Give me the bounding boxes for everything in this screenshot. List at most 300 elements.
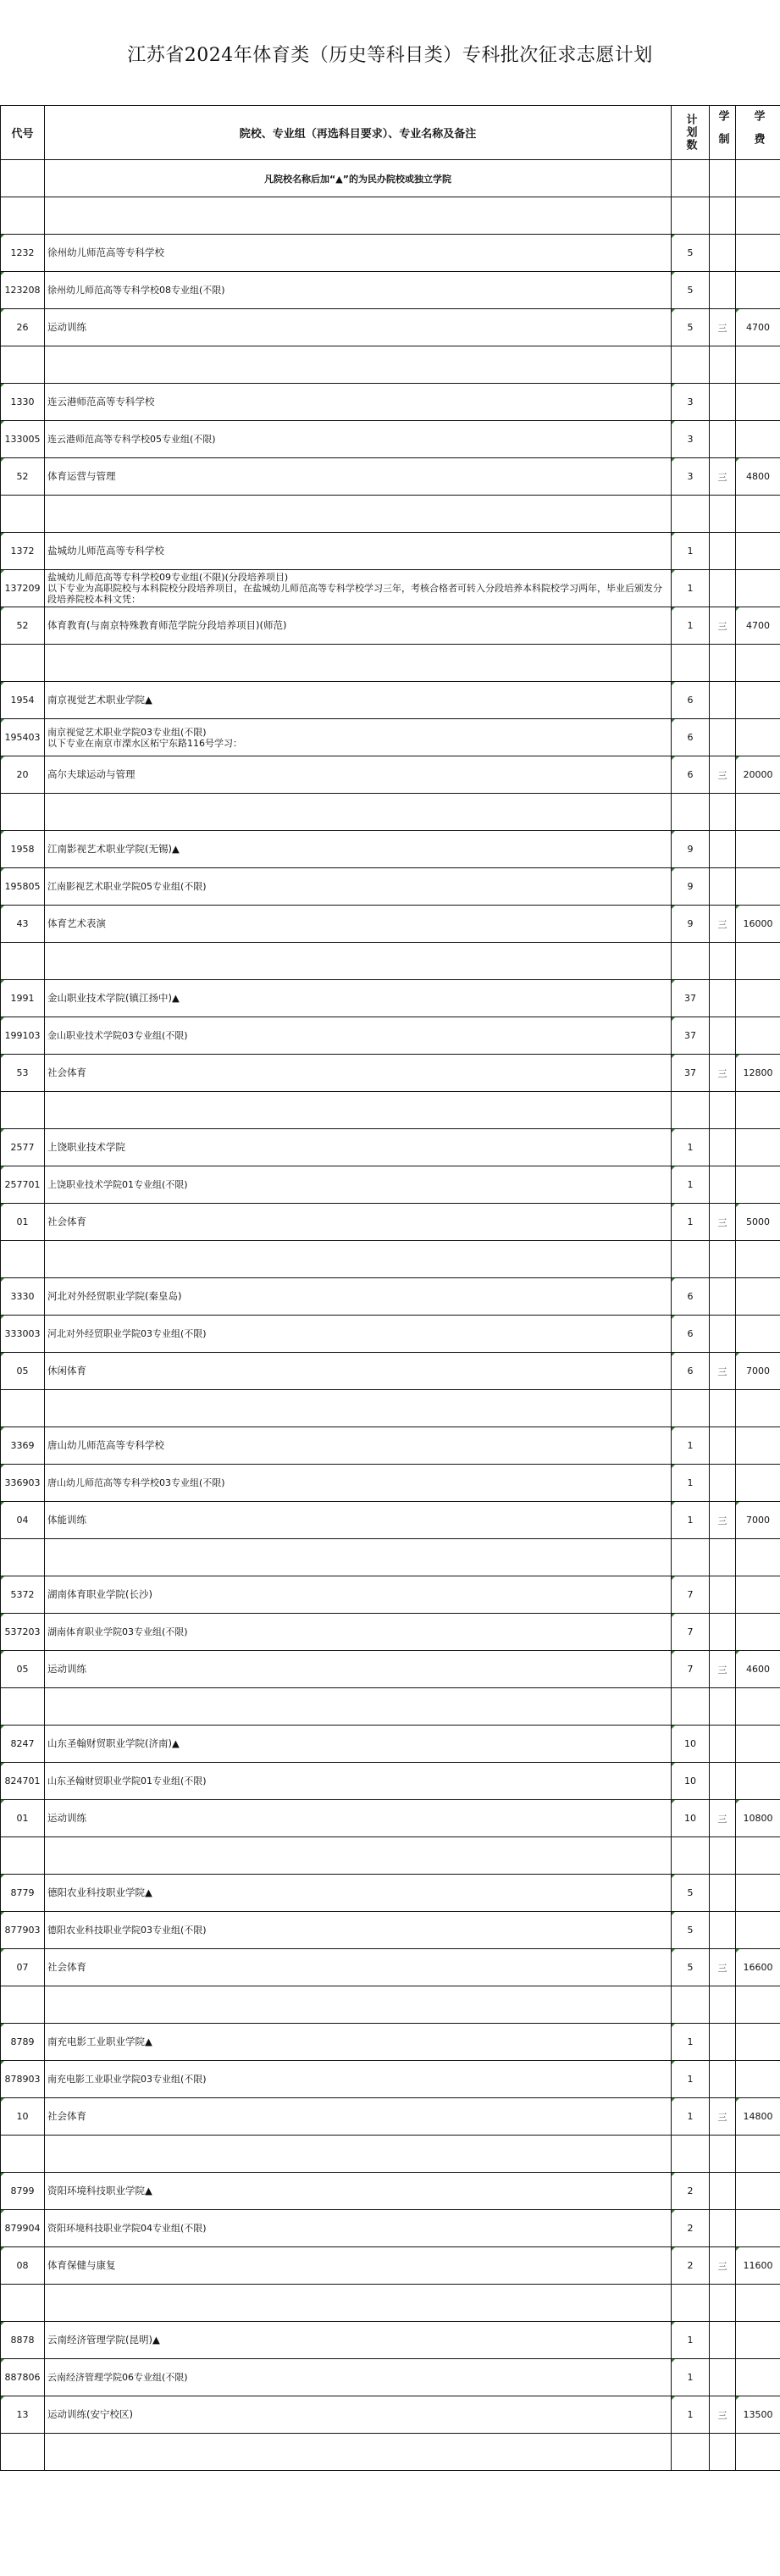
group-name-cell [45, 1316, 672, 1353]
major-fee: 7000 [736, 1502, 780, 1539]
group-row [1, 2359, 780, 2396]
school-name: 江南影视艺术职业学院(无锡)▲ [45, 831, 672, 868]
school-code: 8779 [1, 1875, 45, 1912]
school-name: 资阳环境科技职业学院▲ [45, 2173, 672, 2210]
major-fee: 10800 [736, 1800, 780, 1837]
group-row [1, 1017, 780, 1055]
group-length [710, 868, 736, 906]
major-row [1, 309, 780, 346]
major-name: 社会体育 [45, 1055, 672, 1092]
group-name: 湖南体育职业学院03专业组(不限) [47, 1626, 188, 1637]
major-row [1, 1353, 780, 1390]
group-name: 连云港师范高等专科学校05专业组(不限) [47, 434, 216, 445]
major-name: 社会体育 [45, 1204, 672, 1241]
school-name: 徐州幼儿师范高等专科学校 [45, 235, 672, 272]
group-plan: 1 [672, 2359, 710, 2396]
group-name: 南京视觉艺术职业学院03专业组(不限) [47, 726, 207, 738]
group-name-cell [45, 2359, 672, 2396]
group-fee [736, 2061, 780, 2098]
major-plan: 6 [672, 1353, 710, 1390]
group-code: 137209 [1, 570, 45, 607]
major-fee: 20000 [736, 756, 780, 794]
school-code: 3330 [1, 1278, 45, 1316]
school-code: 1958 [1, 831, 45, 868]
major-plan: 1 [672, 607, 710, 645]
group-name-cell [45, 1017, 672, 1055]
group-name: 南充电影工业职业学院03专业组(不限) [47, 2074, 207, 2085]
major-plan: 3 [672, 458, 710, 496]
major-length: 三 [710, 1204, 736, 1241]
school-row [1, 384, 780, 421]
school-fee [736, 831, 780, 868]
spacer-row [1, 794, 780, 831]
group-code: 877903 [1, 1912, 45, 1949]
school-length [710, 1726, 736, 1763]
group-code: 123208 [1, 272, 45, 309]
school-code: 2577 [1, 1129, 45, 1166]
major-length: 三 [710, 1353, 736, 1390]
spacer-row [1, 2285, 780, 2322]
major-name: 体育艺术表演 [45, 906, 672, 943]
school-length [710, 980, 736, 1017]
group-name-cell [45, 272, 672, 309]
major-fee: 5000 [736, 1204, 780, 1241]
group-name: 河北对外经贸职业学院03专业组(不限) [47, 1328, 207, 1339]
school-length [710, 384, 736, 421]
school-plan: 5 [672, 1875, 710, 1912]
major-code: 10 [1, 2098, 45, 2136]
group-fee [736, 1316, 780, 1353]
school-code: 8789 [1, 2024, 45, 2061]
group-name: 徐州幼儿师范高等专科学校08专业组(不限) [47, 285, 225, 296]
group-row [1, 1316, 780, 1353]
spacer-row [1, 943, 780, 980]
group-fee [736, 570, 780, 607]
group-plan: 1 [672, 2061, 710, 2098]
major-fee: 4600 [736, 1651, 780, 1688]
group-fee [736, 1614, 780, 1651]
group-length [710, 719, 736, 756]
group-name-cell [45, 719, 672, 756]
spacer-row [1, 197, 780, 235]
major-name: 运动训练(安宁校区) [45, 2396, 672, 2434]
group-plan: 6 [672, 1316, 710, 1353]
major-row [1, 1949, 780, 1986]
school-length [710, 235, 736, 272]
spacer-row [1, 1986, 780, 2024]
school-plan: 7 [672, 1576, 710, 1614]
major-fee: 11600 [736, 2247, 780, 2285]
group-row [1, 421, 780, 458]
major-name: 体育运营与管理 [45, 458, 672, 496]
major-length: 三 [710, 607, 736, 645]
spacer-row [1, 1539, 780, 1576]
group-code: 537203 [1, 1614, 45, 1651]
school-length [710, 2322, 736, 2359]
school-plan: 10 [672, 1726, 710, 1763]
group-name-cell [45, 2061, 672, 2098]
school-name: 连云港师范高等专科学校 [45, 384, 672, 421]
major-code: 08 [1, 2247, 45, 2285]
group-fee [736, 1763, 780, 1800]
school-length [710, 831, 736, 868]
major-row [1, 1204, 780, 1241]
group-code: 195805 [1, 868, 45, 906]
header-name: 院校、专业组（再选科目要求）、专业名称及备注 [45, 106, 672, 160]
major-row [1, 1502, 780, 1539]
school-length [710, 1875, 736, 1912]
group-row [1, 1465, 780, 1502]
major-fee: 16000 [736, 906, 780, 943]
group-note: 以下专业在南京市溧水区柘宁东路116号学习： [47, 737, 242, 749]
group-length [710, 2210, 736, 2247]
spacer-row [1, 346, 780, 384]
group-fee [736, 719, 780, 756]
school-row [1, 1576, 780, 1614]
group-length [710, 2061, 736, 2098]
group-fee [736, 1017, 780, 1055]
major-row [1, 906, 780, 943]
group-plan: 10 [672, 1763, 710, 1800]
school-plan: 1 [672, 533, 710, 570]
major-code: 43 [1, 906, 45, 943]
major-length: 三 [710, 2247, 736, 2285]
major-plan: 1 [672, 2396, 710, 2434]
major-fee: 14800 [736, 2098, 780, 2136]
spacer-row [1, 2136, 780, 2173]
major-fee: 13500 [736, 2396, 780, 2434]
group-plan: 6 [672, 719, 710, 756]
major-fee: 12800 [736, 1055, 780, 1092]
group-code: 879904 [1, 2210, 45, 2247]
school-row [1, 682, 780, 719]
major-length: 三 [710, 2098, 736, 2136]
group-length [710, 1763, 736, 1800]
major-row [1, 1055, 780, 1092]
group-name: 山东圣翰财贸职业学院01专业组(不限) [47, 1776, 207, 1787]
group-fee [736, 1465, 780, 1502]
spacer-row [1, 2434, 780, 2471]
school-plan: 6 [672, 682, 710, 719]
school-code: 3369 [1, 1427, 45, 1465]
group-plan: 3 [672, 421, 710, 458]
major-plan: 7 [672, 1651, 710, 1688]
school-length [710, 533, 736, 570]
group-plan: 37 [672, 1017, 710, 1055]
notice-code-cell [1, 160, 45, 197]
group-code: 199103 [1, 1017, 45, 1055]
school-length [710, 1129, 736, 1166]
major-plan: 2 [672, 2247, 710, 2285]
group-code: 336903 [1, 1465, 45, 1502]
spacer-row [1, 645, 780, 682]
school-code: 1372 [1, 533, 45, 570]
school-code: 8799 [1, 2173, 45, 2210]
notice-row [1, 160, 780, 197]
group-name-cell [45, 570, 672, 607]
spacer-row [1, 1241, 780, 1278]
major-length: 三 [710, 458, 736, 496]
school-plan: 5 [672, 235, 710, 272]
major-row [1, 458, 780, 496]
school-row [1, 980, 780, 1017]
group-name-cell [45, 1912, 672, 1949]
school-fee [736, 682, 780, 719]
group-name-cell [45, 1763, 672, 1800]
school-name: 湖南体育职业学院(长沙) [45, 1576, 672, 1614]
header-code: 代号 [1, 106, 45, 160]
major-fee: 16600 [736, 1949, 780, 1986]
school-fee [736, 2173, 780, 2210]
major-fee: 7000 [736, 1353, 780, 1390]
spacer-row [1, 496, 780, 533]
school-name: 山东圣翰财贸职业学院(济南)▲ [45, 1726, 672, 1763]
group-name: 云南经济管理学院06专业组(不限) [47, 2372, 188, 2383]
major-fee: 4800 [736, 458, 780, 496]
school-fee [736, 384, 780, 421]
school-code: 5372 [1, 1576, 45, 1614]
group-fee [736, 272, 780, 309]
major-plan: 37 [672, 1055, 710, 1092]
group-length [710, 272, 736, 309]
major-code: 05 [1, 1353, 45, 1390]
school-code: 8247 [1, 1726, 45, 1763]
group-fee [736, 1912, 780, 1949]
school-name: 南京视觉艺术职业学院▲ [45, 682, 672, 719]
group-length [710, 2359, 736, 2396]
major-name: 运动训练 [45, 1800, 672, 1837]
major-name: 运动训练 [45, 1651, 672, 1688]
group-fee [736, 1166, 780, 1204]
spacer-row [1, 1688, 780, 1726]
group-fee [736, 421, 780, 458]
school-row [1, 1875, 780, 1912]
spacer-row [1, 1837, 780, 1875]
school-name: 云南经济管理学院(昆明)▲ [45, 2322, 672, 2359]
major-code: 04 [1, 1502, 45, 1539]
group-name-cell [45, 1465, 672, 1502]
school-code: 1954 [1, 682, 45, 719]
group-length [710, 1017, 736, 1055]
group-name: 金山职业技术学院03专业组(不限) [47, 1030, 188, 1041]
major-name: 运动训练 [45, 309, 672, 346]
major-row [1, 2098, 780, 2136]
header-plan: 计划数 [672, 106, 710, 160]
school-name: 上饶职业技术学院 [45, 1129, 672, 1166]
group-plan: 1 [672, 1166, 710, 1204]
header-length: 学制 [710, 106, 736, 160]
major-row [1, 2396, 780, 2434]
major-length: 三 [710, 1651, 736, 1688]
major-name: 体育保健与康复 [45, 2247, 672, 2285]
group-name: 盐城幼儿师范高等专科学校09专业组(不限)(分段培养项目) [47, 572, 289, 583]
group-fee [736, 868, 780, 906]
group-row [1, 1912, 780, 1949]
group-plan: 5 [672, 272, 710, 309]
major-plan: 5 [672, 309, 710, 346]
group-plan: 1 [672, 570, 710, 607]
group-fee [736, 2210, 780, 2247]
school-name: 唐山幼儿师范高等专科学校 [45, 1427, 672, 1465]
school-code: 1232 [1, 235, 45, 272]
school-length [710, 2024, 736, 2061]
school-name: 德阳农业科技职业学院▲ [45, 1875, 672, 1912]
group-code: 195403 [1, 719, 45, 756]
spacer-row [1, 1092, 780, 1129]
school-fee [736, 2024, 780, 2061]
major-length: 三 [710, 1055, 736, 1092]
major-row [1, 756, 780, 794]
group-plan: 7 [672, 1614, 710, 1651]
group-row [1, 868, 780, 906]
school-fee [736, 1278, 780, 1316]
major-code: 52 [1, 458, 45, 496]
school-length [710, 1427, 736, 1465]
group-name-cell [45, 868, 672, 906]
group-length [710, 421, 736, 458]
school-plan: 1 [672, 2322, 710, 2359]
table-header-row [1, 106, 780, 160]
school-fee [736, 1427, 780, 1465]
major-length: 三 [710, 1800, 736, 1837]
school-row [1, 235, 780, 272]
school-fee [736, 235, 780, 272]
major-plan: 5 [672, 1949, 710, 1986]
school-code: 1991 [1, 980, 45, 1017]
notice-text: 凡院校名称后加“▲”的为民办院校或独立学院 [45, 160, 672, 197]
group-length [710, 1166, 736, 1204]
major-name: 社会体育 [45, 2098, 672, 2136]
major-row [1, 2247, 780, 2285]
major-length: 三 [710, 756, 736, 794]
group-row [1, 570, 780, 607]
group-row [1, 719, 780, 756]
school-fee [736, 980, 780, 1017]
school-name: 金山职业技术学院(镇江扬中)▲ [45, 980, 672, 1017]
group-name-cell [45, 421, 672, 458]
school-plan: 2 [672, 2173, 710, 2210]
major-code: 52 [1, 607, 45, 645]
group-name: 上饶职业技术学院01专业组(不限) [47, 1179, 188, 1190]
page-title: 江苏省2024年体育类（历史等科目类）专科批次征求志愿计划 [127, 45, 653, 66]
admission-plan-table [0, 105, 780, 2471]
group-name: 江南影视艺术职业学院05专业组(不限) [47, 881, 207, 892]
group-row [1, 1763, 780, 1800]
group-length [710, 1316, 736, 1353]
group-plan: 2 [672, 2210, 710, 2247]
major-length: 三 [710, 906, 736, 943]
major-code: 53 [1, 1055, 45, 1092]
group-length [710, 1614, 736, 1651]
group-plan: 9 [672, 868, 710, 906]
major-row [1, 607, 780, 645]
school-length [710, 1576, 736, 1614]
school-plan: 1 [672, 1129, 710, 1166]
major-code: 07 [1, 1949, 45, 1986]
major-row [1, 1800, 780, 1837]
major-name: 高尔夫球运动与管理 [45, 756, 672, 794]
school-fee [736, 1576, 780, 1614]
group-code: 333003 [1, 1316, 45, 1353]
school-row [1, 533, 780, 570]
group-row [1, 2210, 780, 2247]
major-name: 体育教育(与南京特殊教育师范学院分段培养项目)(师范) [45, 607, 672, 645]
major-fee: 4700 [736, 309, 780, 346]
group-row [1, 2061, 780, 2098]
header-fee: 学费 [736, 106, 780, 160]
major-length: 三 [710, 2396, 736, 2434]
group-fee [736, 2359, 780, 2396]
major-plan: 6 [672, 756, 710, 794]
school-code: 1330 [1, 384, 45, 421]
major-code: 20 [1, 756, 45, 794]
group-name-cell [45, 1614, 672, 1651]
school-row [1, 2322, 780, 2359]
major-plan: 10 [672, 1800, 710, 1837]
school-row [1, 1427, 780, 1465]
school-fee [736, 2322, 780, 2359]
school-fee [736, 1726, 780, 1763]
major-length: 三 [710, 1502, 736, 1539]
major-code: 01 [1, 1204, 45, 1241]
group-row [1, 1614, 780, 1651]
school-fee [736, 1129, 780, 1166]
school-fee [736, 533, 780, 570]
school-plan: 1 [672, 1427, 710, 1465]
major-code: 13 [1, 2396, 45, 2434]
major-length: 三 [710, 309, 736, 346]
school-plan: 9 [672, 831, 710, 868]
group-length [710, 570, 736, 607]
group-code: 133005 [1, 421, 45, 458]
group-length [710, 1465, 736, 1502]
group-length [710, 1912, 736, 1949]
major-name: 社会体育 [45, 1949, 672, 1986]
group-code: 257701 [1, 1166, 45, 1204]
major-fee: 4700 [736, 607, 780, 645]
school-plan: 6 [672, 1278, 710, 1316]
spacer-row [1, 1390, 780, 1427]
school-plan: 3 [672, 384, 710, 421]
major-code: 05 [1, 1651, 45, 1688]
group-name: 唐山幼儿师范高等专科学校03专业组(不限) [47, 1477, 225, 1488]
major-name: 体能训练 [45, 1502, 672, 1539]
major-plan: 1 [672, 1502, 710, 1539]
major-plan: 1 [672, 1204, 710, 1241]
school-row [1, 2173, 780, 2210]
school-row [1, 1129, 780, 1166]
group-code: 824701 [1, 1763, 45, 1800]
group-code: 878903 [1, 2061, 45, 2098]
group-name: 德阳农业科技职业学院03专业组(不限) [47, 1925, 207, 1936]
school-length [710, 2173, 736, 2210]
major-length: 三 [710, 1949, 736, 1986]
group-code: 887806 [1, 2359, 45, 2396]
group-row [1, 1166, 780, 1204]
school-row [1, 1278, 780, 1316]
school-name: 盐城幼儿师范高等专科学校 [45, 533, 672, 570]
group-note: 以下专业为高职院校与本科院校分段培养项目，在盐城幼儿师范高等专科学校学习三年，考核合格者可转入分段培养本科院校学习两年，毕业后颁发分段培养院校本科文凭： [47, 583, 662, 605]
school-name: 河北对外经贸职业学院(秦皇岛) [45, 1278, 672, 1316]
school-fee [736, 1875, 780, 1912]
group-plan: 1 [672, 1465, 710, 1502]
school-row [1, 2024, 780, 2061]
school-plan: 37 [672, 980, 710, 1017]
major-plan: 1 [672, 2098, 710, 2136]
school-plan: 1 [672, 2024, 710, 2061]
major-row [1, 1651, 780, 1688]
school-code: 8878 [1, 2322, 45, 2359]
